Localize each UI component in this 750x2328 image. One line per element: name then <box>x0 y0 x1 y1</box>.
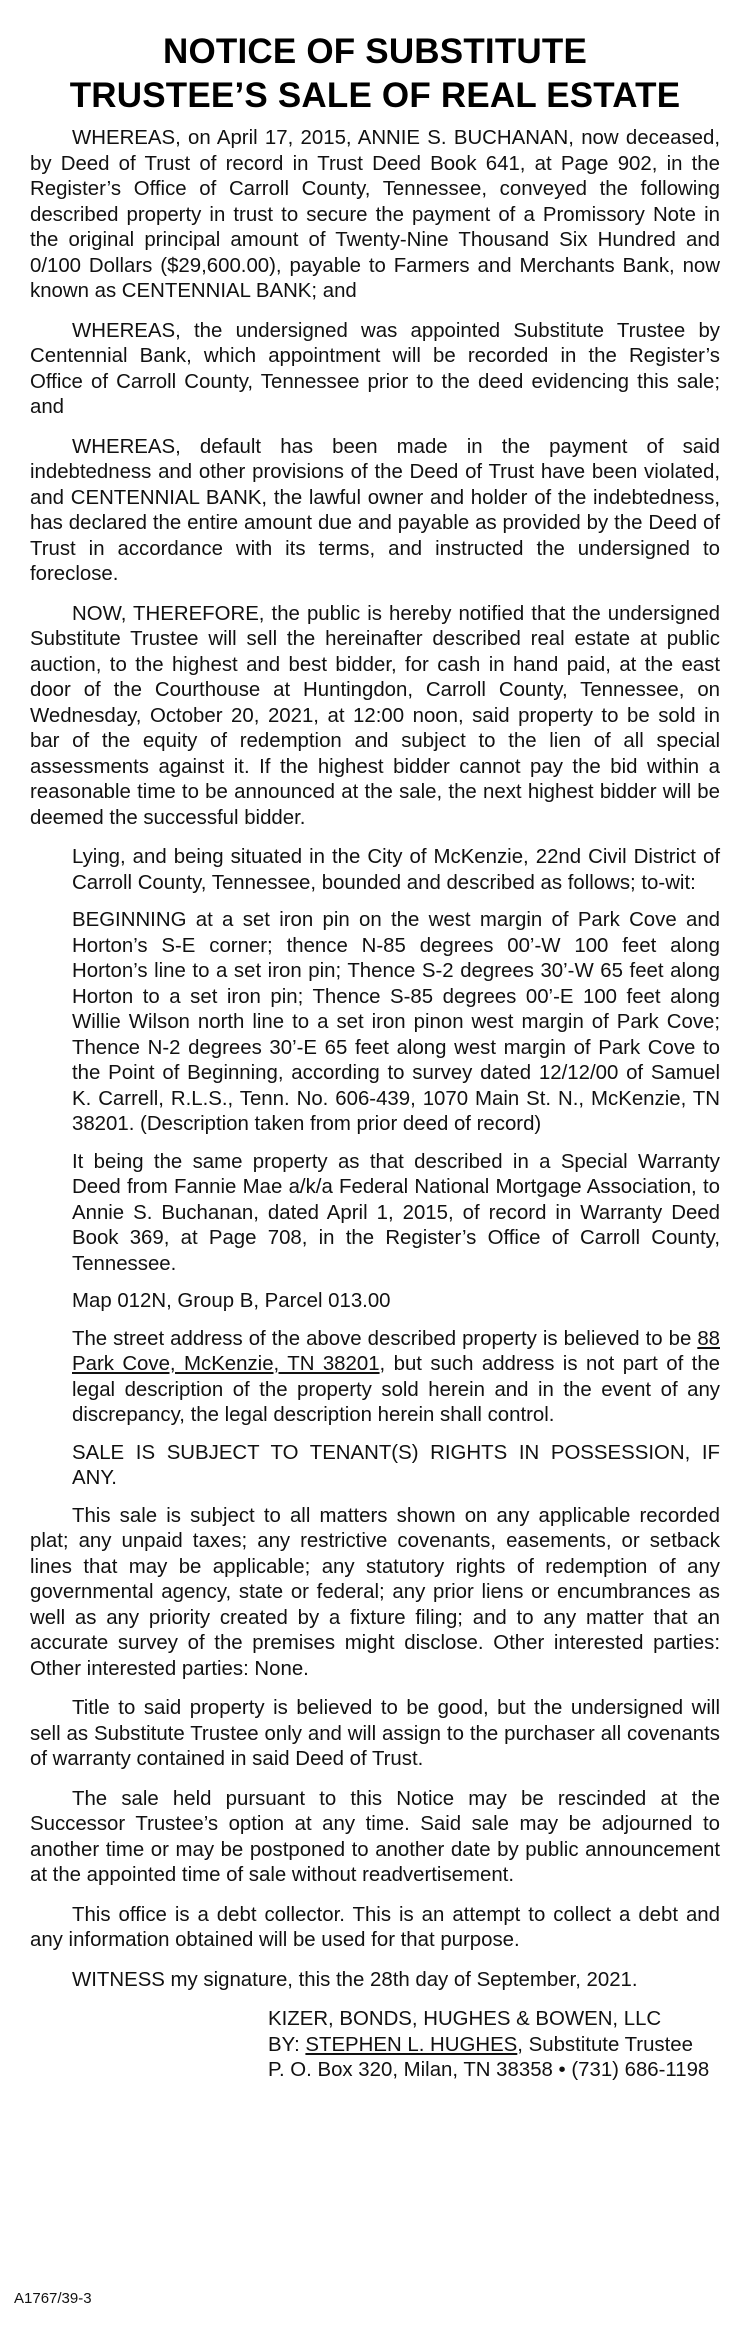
street-address: 88 Park Cove, McKenzie, TN 38201 <box>72 1327 720 1375</box>
whereas-appointment-paragraph: WHEREAS, the undersigned was appointed Substitute Trustee by Centennial Bank, which appointment will be recorded in the Register’s Office of Carroll County, Tennessee prior to the deed evidencing this sale; and <box>30 319 720 418</box>
deed-reference-paragraph: It being the same property as that described in a Special Warranty Deed from Fannie Mae a/k/a Federal National Mortgage Association, to Annie S. Buchanan, dated April 1, 2015, of record in Warranty Deed Book 369, at Page 708, in the Register’s Office of Carroll County, Tennessee. <box>72 1150 720 1275</box>
title-line-1: NOTICE OF SUBSTITUTE <box>163 32 587 71</box>
signed-by <box>268 2033 720 2059</box>
law-firm-name: KIZER, BONDS, HUGHES & BOWEN, LLC <box>268 2008 662 2030</box>
notice-of-sale-paragraph: NOW, THEREFORE, the public is hereby notified that the undersigned Substitute Trustee will sell the hereinafter described real estate at public auction, to the highest and best bidder, for cash in hand paid, at the east door of the Courthouse at Huntingdon, Carroll County, Tennessee, on Wednesday, October 20, 2021, at 12:00 noon, said property to be sold in bar of the equity of redemption and subject to the lien of all special assessments against it. If the highest bidder cannot pay the bid within a reasonable time to be announced at the sale, the next highest bidder will be deemed the successful bidder. <box>30 602 720 829</box>
map-parcel: Map 012N, Group B, Parcel 013.00 <box>72 1290 391 1312</box>
address-intro: The street address of the above described property is believed to be <box>72 1327 698 1350</box>
legal-description-paragraph: BEGINNING at a set iron pin on the west margin of Park Cove and Horton’s S-E corner; thence N-85 degrees 00’-W 100 feet along Horton’s line to a set iron pin; Thence S-2 degrees 30’-W 65 feet along Horton to a set iron pin; Thence S-85 degrees 00’-E 100 feet along Willie Wilson north line to a set iron pinon west margin of Park Cove; Thence N-2 degrees 30’-E 65 feet along west margin of Park Cove to the Point of Beginning, according to survey dated 12/12/00 of Samuel K. Carrell, R.L.S., Tenn. No. 606-439, 1070 Main St. N., McKenzie, TN 38201. (Description taken from prior deed of record) <box>72 909 720 1135</box>
firm-address: P. O. Box 320, Milan, TN 38358 • (731) 686-1198 <box>268 2059 710 2081</box>
debt-collector-paragraph: This office is a debt collector. This is an attempt to collect a debt and any information obtained will be used for that purpose. <box>30 1903 720 1951</box>
property-description <box>30 845 720 1492</box>
whereas-default-paragraph: WHEREAS, default has been made in the payment of said indebtedness and other provisions of the Deed of Trust have been violated, and CENTENNIAL BANK, the lawful owner and holder of the indebtedness, has declared the entire amount due and payable as provided by the Deed of Trust in accordance with its terms, and instructed the undersigned to foreclose. <box>30 435 720 585</box>
by-prefix: BY: <box>268 2033 306 2056</box>
trustee-role: , Substitute Trustee <box>517 2033 693 2056</box>
signature-block <box>268 2007 720 2084</box>
title-paragraph: Title to said property is believed to be good, but the undersigned will sell as Substitute Trustee only and will assign to the purchaser all covenants of warranty contained in said Deed of Trust. <box>30 1697 720 1770</box>
ad-reference-code: A1767/39-3 <box>14 2290 92 2307</box>
rescind-paragraph: The sale held pursuant to this Notice may be rescinded at the Successor Trustee’s option at any time. Said sale may be adjourned to another time or may be postponed to another date by public announcement at the appointed time of sale without readvertisement. <box>30 1787 720 1886</box>
sale-subject-paragraph: This sale is subject to all matters shown on any applicable recorded plat; any unpaid taxes; any restrictive covenants, easements, or setback lines that may be applicable; any statutory rights of redemption of any governmental agency, state or federal; any prior liens or encumbrances as well as any priority created by a fixture filing; and to any matter that an accurate survey of the premises might disclose. Other interested parties: Other interested parties: None. <box>30 1504 720 1680</box>
whereas-deed-paragraph: WHEREAS, on April 17, 2015, ANNIE S. BUCHANAN, now deceased, by Deed of Trust of record in Trust Deed Book 641, at Page 902, in the Register’s Office of Carroll County, Tennessee, conveyed the following described property in trust to secure the payment of a Promissory Note in the original principal amount of Twenty-Nine Thousand Six Hundred and 0/100 Dollars ($29,600.00), payable to Farmers and Merchants Bank, now known as CENTENNIAL BANK; and <box>30 127 720 302</box>
lying-paragraph: Lying, and being situated in the City of McKenzie, 22nd Civil District of Carroll County, Tennessee, bounded and described as follows; to-wit: <box>72 846 720 894</box>
title-line-2: TRUSTEE’S SALE OF REAL ESTATE <box>69 76 681 115</box>
tenant-rights-notice: SALE IS SUBJECT TO TENANT(S) RIGHTS IN POSSESSION, IF ANY. <box>72 1441 720 1489</box>
street-address-paragraph <box>72 1327 720 1429</box>
notice-title <box>30 30 720 118</box>
witness-paragraph: WITNESS my signature, this the 28th day of September, 2021. <box>72 1968 638 1991</box>
address-disclaimer: , but such address is not part of the legal description of the property sold herein and in the event of any discrepancy, the legal description herein shall control. <box>72 1353 720 1426</box>
trustee-name: STEPHEN L. HUGHES <box>305 2033 518 2056</box>
